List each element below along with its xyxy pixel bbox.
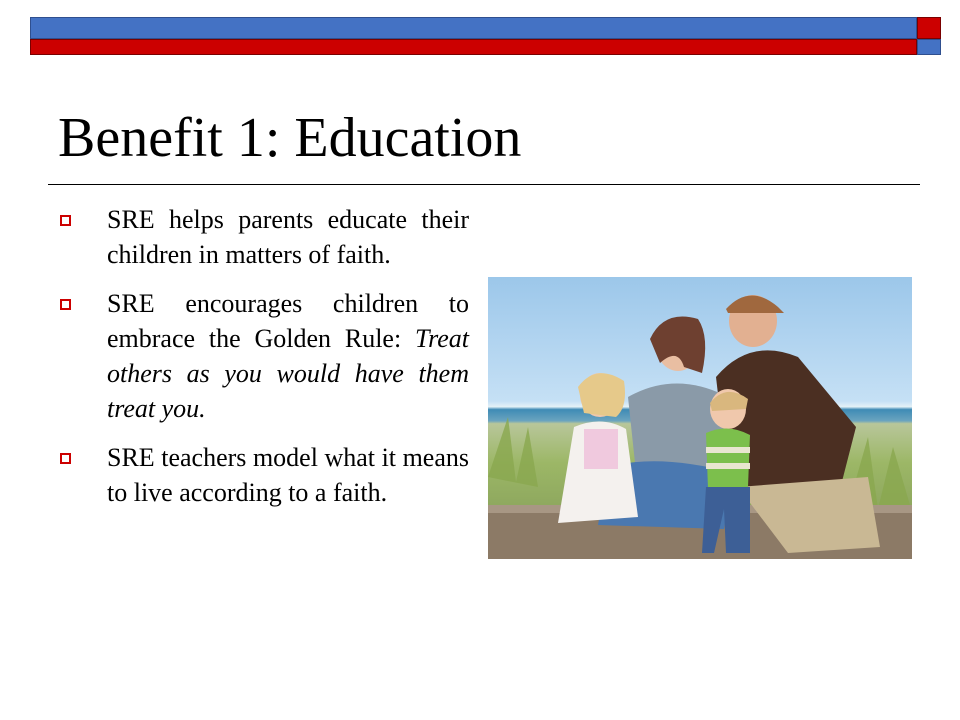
- bullet-square-icon: [60, 299, 71, 310]
- header-square-red: [917, 17, 941, 39]
- header-square-blue: [917, 39, 941, 55]
- bullet-text: SRE teachers model what it means to live according to a faith.: [107, 443, 469, 507]
- bullet-item: [60, 202, 480, 272]
- bullet-item: [60, 286, 480, 426]
- title-divider: [48, 184, 920, 185]
- bullet-item: [60, 440, 480, 510]
- bullet-text: SRE helps parents educate their children in matters of faith.: [107, 205, 469, 269]
- family-photo-icon: [488, 277, 912, 559]
- bullet-square-icon: [60, 453, 71, 464]
- bullet-square-icon: [60, 215, 71, 226]
- header-bar-blue: [30, 17, 917, 39]
- bullet-text: [107, 286, 469, 426]
- family-photo: [488, 277, 912, 559]
- bullet-text-plain: SRE encourages children to embrace the Golden Rule:: [107, 289, 469, 353]
- bullet-text-italic: Treat others as you would have them treat you.: [107, 324, 469, 423]
- header-bar-red: [30, 39, 917, 55]
- slide-title: Benefit 1: Education: [58, 107, 522, 169]
- bullet-list: [60, 202, 480, 524]
